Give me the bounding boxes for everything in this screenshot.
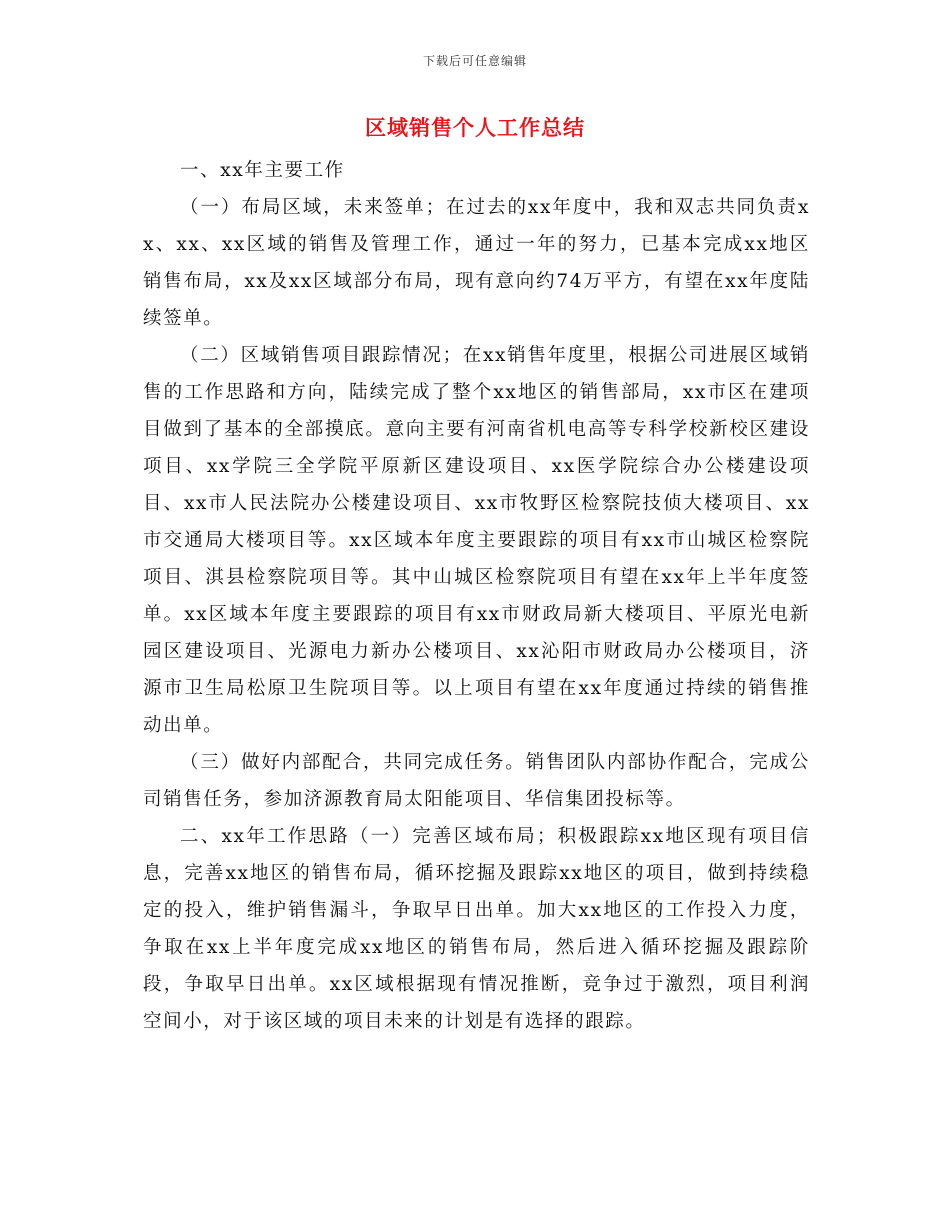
- header-note: 下载后可任意编辑: [422, 54, 527, 68]
- paragraph-work-plan: 二、xx年工作思路（一）完善区域布局；积极跟踪xx地区现有项目信息，完善xx地区的销售布局，循环挖掘及跟踪xx地区的项目，做到持续稳定的投入，维护销售漏斗，争取早日出单。加大xx地区的工作投入力度，争取在xx上半年度完成xx地区的销售布局，然后进入循环挖掘及跟踪阶段，争取早日出单。xx区域根据现有情况推断，竞争过于激烈，项目利润空间小，对于该区域的项目未来的计划是有选择的跟踪。: [143, 826, 810, 1032]
- paragraph-layout-region: （一）布局区域，未来签单；在过去的xx年度中，我和双志共同负责xx、xx、xx区域的销售及管理工作，通过一年的努力，已基本完成xx地区销售布局，xx及xx区域部分布局，现有意向约74万平方，有望在xx年度陆续签单。: [143, 197, 810, 329]
- paragraph-internal-cooperation: （三）做好内部配合，共同完成任务。销售团队内部协作配合，完成公司销售任务，参加济源教育局太阳能项目、华信集团投标等。: [143, 752, 810, 810]
- document-title: 区域销售个人工作总结: [365, 116, 585, 140]
- paragraph-project-tracking: （二）区域销售项目跟踪情况；在xx销售年度里，根据公司进展区域销售的工作思路和方向，陆续完成了整个xx地区的销售部局，xx市区在建项目做到了基本的全部摸底。意向主要有河南省机电高等专科学校新校区建设项目、xx学院三全学院平原新区建设项目、xx医学院综合办公楼建设项目、xx市人民法院办公楼建设项目、xx市牧野区检察院技侦大楼项目、xx市交通局大楼项目等。xx区域本年度主要跟踪的项目有xx市山城区检察院项目、淇县检察院项目等。其中山城区检察院项目有望在xx年上半年度签单。xx区域本年度主要跟踪的项目有xx市财政局新大楼项目、平原光电新园区建设项目、光源电力新办公楼项目、xx沁阳市财政局办公楼项目，济源市卫生局松原卫生院项目等。以上项目有望在xx年度通过持续的销售推动出单。: [143, 345, 810, 736]
- document-body: [143, 152, 810, 1040]
- heading-main-work: 一、xx年主要工作: [180, 160, 345, 181]
